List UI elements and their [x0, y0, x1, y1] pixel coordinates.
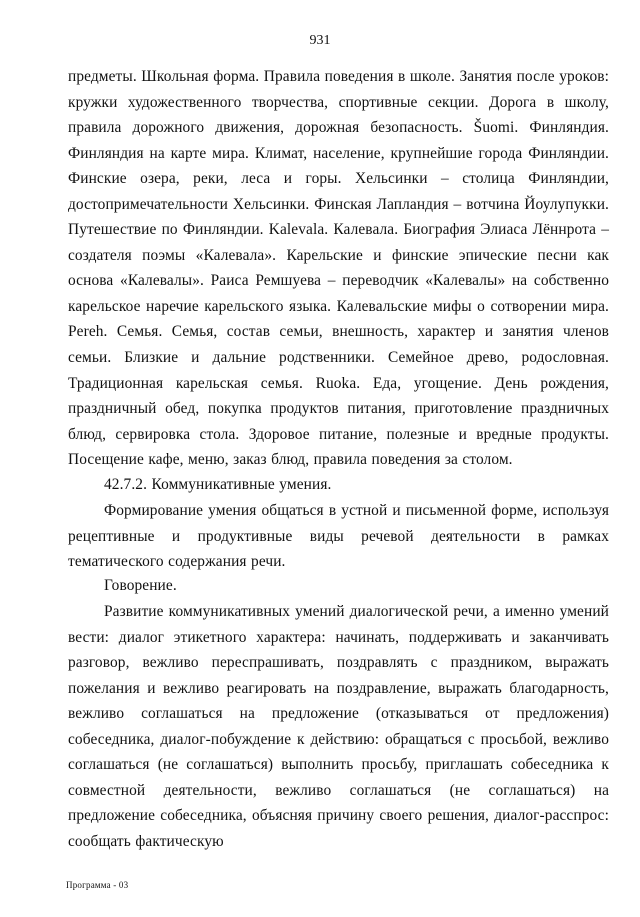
section-heading: 42.7.2. Коммуникативные умения. [104, 476, 332, 493]
page-number: 931 [309, 33, 331, 48]
footer-program-label: Программа - 03 [66, 880, 129, 890]
paragraph-communicative-intro: Формирование умения общаться в устной и письменной форме, используя рецептивные и продуктивные виды речевой деятельности в рамках тематического содержания речи. [68, 502, 609, 571]
speaking-heading: Говорение. [104, 577, 177, 594]
paragraph-dialogue-skills: Развитие коммуникативных умений диалогической речи, а именно умений вести: диалог этикетного характера: начинать, поддерживать и заканчивать разговор, вежливо переспрашивать, поздравлять с праздником, выражать пожелания и вежливо реагировать на поздравление, выражать благодарность, вежливо соглашаться на предложение (отказываться от предложения) собеседника, диалог-побуждение к действию: обращаться с просьбой, вежливо соглашаться (не соглашаться) выполнить просьбу, приглашать собеседника к совместной деятельности, вежливо соглашаться (не соглашаться) на предложение собеседника, объясняя причину своего решения, диалог-расспрос: сообщать фактическую [68, 603, 609, 850]
paragraph-topics-continued: предметы. Школьная форма. Правила поведения в школе. Занятия после уроков: кружки художественного творчества, спортивные секции. Дорога в школу, правила дорожного движения, дорожная безопасность. Šuomi. Финляндия. Финляндия на карте мира. Климат, население, крупнейшие города Финляндии. Финские озера, реки, леса и горы. Хельсинки – столица Финляндии, достопримечательности Хельсинки. Финская Лапландия – вотчина Йоулупукки. Путешествие по Финляндии. Kalevala. Калевала. Биография Элиаса Лённрота – создателя поэмы «Калевала». Карельские и финские эпические песни как основа «Калевалы». Раиса Ремшуева – переводчик «Калевалы» на собственно карельское наречие карельского языка. Калевальские мифы о сотворении мира. Pereh. Семья. Семья, состав семьи, внешность, характер и занятия членов семьи. Близкие и дальние родственники. Семейное древо, родословная. Традиционная карельская семья. Ruoka. Еда, угощение. День рождения, праздничный обед, покупка продуктов питания, приготовление праздничных блюд, сервировка стола. Здоровое питание, полезные и вредные продукты. Посещение кафе, меню, заказ блюд, правила поведения за столом. [68, 68, 609, 469]
